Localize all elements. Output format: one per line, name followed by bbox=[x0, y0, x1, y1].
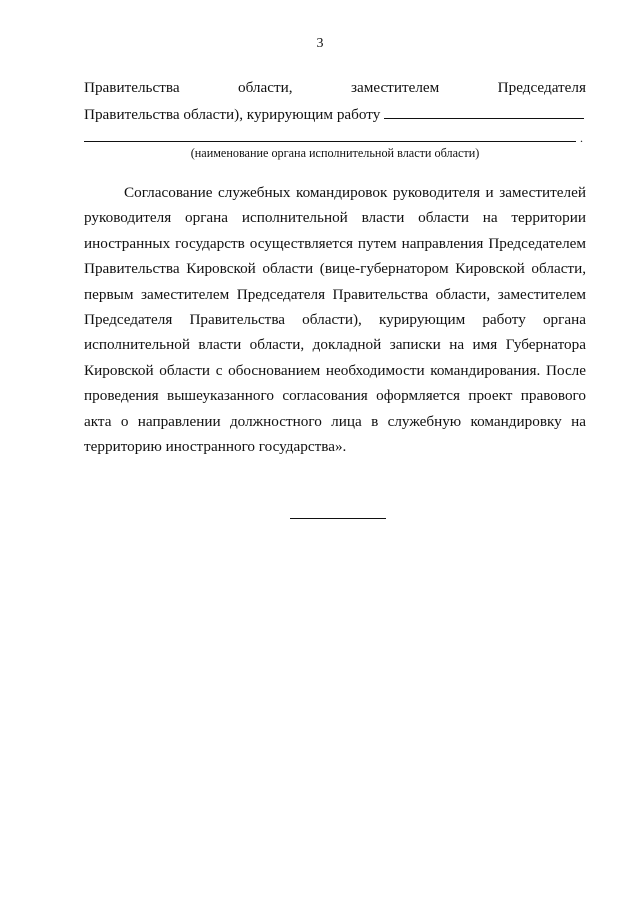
blank-caption: (наименование органа исполнительной власти области) bbox=[190, 146, 480, 160]
word: заместителем bbox=[350, 79, 440, 96]
word: области, bbox=[237, 79, 293, 96]
word: Правительства bbox=[84, 79, 180, 96]
page-number: 3 bbox=[316, 36, 324, 51]
body-paragraph: Согласование служебных командировок руководителя и заместителей руководителя органа исполнительной власти области на территории иностранных государств осуществляется путем направления Председателем Правительства Кировской области (вице-губернатором Кировской области, первым заместителем Председателя Правительства области, заместителем Председателя Правительства области), курирующим работу органа исполнительной власти области, докладной записки на имя Губернатора Кировской области с обоснованием необходимости командирования. После проведения вышеуказанного согласования оформляется проект правового акта о направлении должностного лица в служебную командировку на территорию иностранного государства». bbox=[84, 184, 586, 456]
blank-end-mark: . bbox=[580, 131, 583, 145]
line-2-text: Правительства области), курирующим работу bbox=[84, 106, 381, 123]
end-separator-line bbox=[290, 518, 386, 519]
fill-in-blank-inline bbox=[384, 104, 584, 119]
word: Председателя bbox=[497, 79, 586, 96]
text-line-2 bbox=[84, 104, 586, 124]
fill-in-blank-full-line bbox=[84, 141, 576, 142]
text-line-1 bbox=[84, 79, 586, 97]
